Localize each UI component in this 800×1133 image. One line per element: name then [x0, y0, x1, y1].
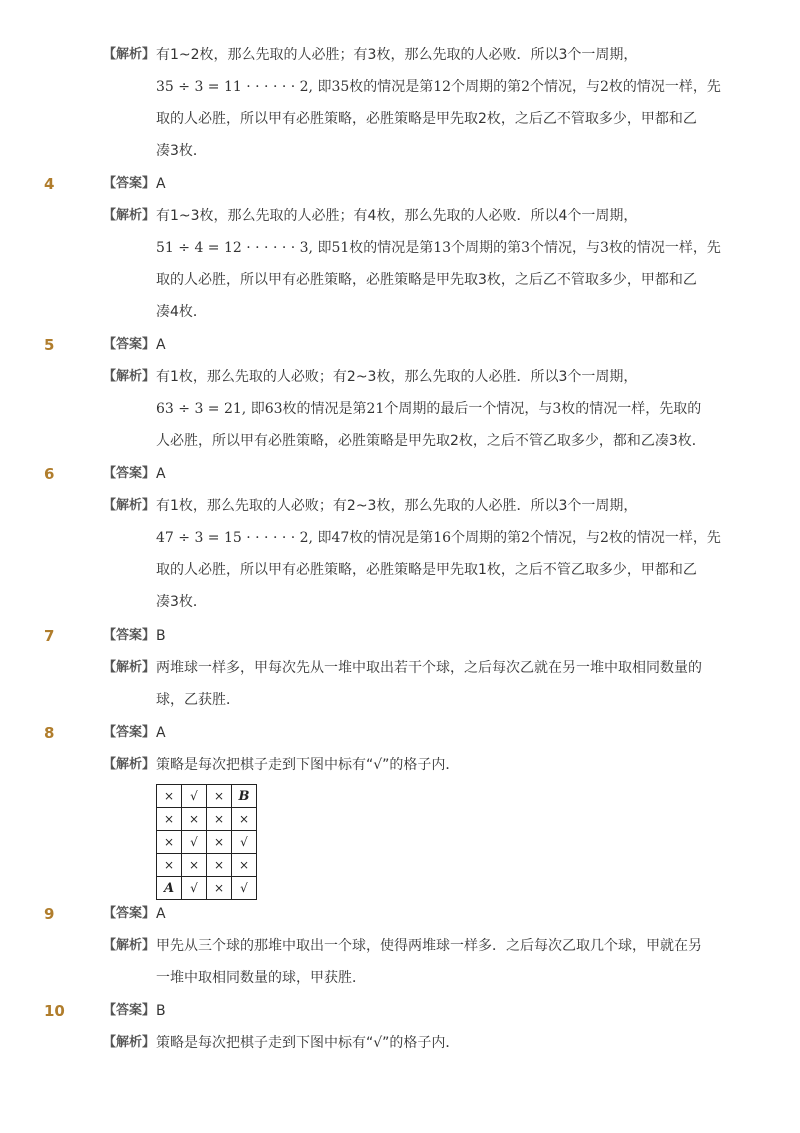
grid-cell: × — [157, 785, 182, 808]
explanation-line: 47 ÷ 3 = 15 · · · · · · 2, 即47枚的情况是第16个周期的第2个情况，与2枚的情况一样，先 — [156, 530, 721, 546]
question-number: 8 — [44, 724, 55, 742]
explanation-line: 球，乙获胜． — [156, 692, 240, 708]
answer-label: 【答案】 — [103, 906, 156, 921]
question-number: 10 — [44, 1002, 65, 1020]
grid-cell: A — [157, 877, 182, 900]
explanation-label: 【解析】 — [103, 757, 156, 772]
grid-row — [157, 831, 257, 854]
explanation-label: 【解析】 — [103, 1035, 156, 1050]
grid-cell: √ — [182, 831, 207, 854]
explanation-label: 【解析】 — [103, 498, 156, 513]
grid-cell: × — [232, 808, 257, 831]
grid-row — [157, 785, 257, 808]
explanation-label: 【解析】 — [103, 47, 156, 62]
grid-row — [157, 854, 257, 877]
explanation-line: 凑4枚． — [156, 304, 207, 320]
explanation-line: 两堆球一样多，甲每次先从一堆中取出若干个球，之后每次乙就在另一堆中取相同数量的 — [156, 660, 702, 676]
answer-value: B — [156, 1003, 166, 1019]
grid-cell: × — [157, 831, 182, 854]
explanation-line: 有1枚，那么先取的人必败；有2~3枚，那么先取的人必胜．所以3个一周期， — [156, 369, 638, 385]
grid-row — [157, 808, 257, 831]
grid-cell: × — [182, 854, 207, 877]
explanation-line: 63 ÷ 3 = 21, 即63枚的情况是第21个周期的最后一个情况，与3枚的情况一样，先取的 — [156, 401, 702, 417]
grid-cell: × — [207, 877, 232, 900]
explanation-label: 【解析】 — [103, 208, 156, 223]
grid-cell: × — [232, 854, 257, 877]
explanation-line: 有1~2枚，那么先取的人必胜；有3枚，那么先取的人必败．所以3个一周期， — [156, 47, 638, 63]
explanation-line: 策略是每次把棋子走到下图中标有“√”的格子内． — [156, 1035, 460, 1051]
explanation-line: 人必胜，所以甲有必胜策略，必胜策略是甲先取2枚，之后不管乙取多少，都和乙凑3枚． — [156, 433, 706, 449]
explanation-line: 凑3枚． — [156, 594, 207, 610]
grid-cell: √ — [182, 877, 207, 900]
answer-label: 【答案】 — [103, 1003, 156, 1018]
explanation-label: 【解析】 — [103, 660, 156, 675]
strategy-grid — [156, 784, 257, 900]
explanation-line: 35 ÷ 3 = 11 · · · · · · 2, 即35枚的情况是第12个周期的第2个情况，与2枚的情况一样，先 — [156, 79, 721, 95]
explanation-line: 有1枚，那么先取的人必败；有2~3枚，那么先取的人必胜．所以3个一周期， — [156, 498, 638, 514]
explanation-line: 一堆中取相同数量的球，甲获胜． — [156, 970, 366, 986]
answer-label: 【答案】 — [103, 176, 156, 191]
grid-cell: √ — [232, 831, 257, 854]
question-number: 5 — [44, 336, 55, 354]
explanation-line: 甲先从三个球的那堆中取出一个球，使得两堆球一样多．之后每次乙取几个球，甲就在另 — [156, 938, 702, 954]
question-number: 7 — [44, 627, 55, 645]
explanation-line: 凑3枚． — [156, 143, 207, 159]
explanation-line: 策略是每次把棋子走到下图中标有“√”的格子内． — [156, 757, 460, 773]
grid-row — [157, 877, 257, 900]
grid-cell: × — [182, 808, 207, 831]
explanation-line: 取的人必胜，所以甲有必胜策略，必胜策略是甲先取1枚，之后不管乙取多少，甲都和乙 — [156, 562, 697, 578]
grid-cell: × — [207, 808, 232, 831]
grid-cell: × — [157, 854, 182, 877]
explanation-line: 51 ÷ 4 = 12 · · · · · · 3, 即51枚的情况是第13个周期的第3个情况，与3枚的情况一样，先 — [156, 240, 721, 256]
question-number: 4 — [44, 175, 55, 193]
grid-cell: × — [207, 854, 232, 877]
answer-value: A — [156, 725, 166, 741]
grid-cell: × — [157, 808, 182, 831]
explanation-line: 有1~3枚，那么先取的人必胜；有4枚，那么先取的人必败．所以4个一周期， — [156, 208, 638, 224]
explanation-line: 取的人必胜，所以甲有必胜策略，必胜策略是甲先取2枚，之后乙不管取多少，甲都和乙 — [156, 111, 697, 127]
answer-label: 【答案】 — [103, 628, 156, 643]
answer-label: 【答案】 — [103, 466, 156, 481]
grid-cell: × — [207, 831, 232, 854]
grid-cell: B — [232, 785, 257, 808]
explanation-label: 【解析】 — [103, 938, 156, 953]
question-number: 9 — [44, 905, 55, 923]
answer-label: 【答案】 — [103, 725, 156, 740]
grid-cell: √ — [232, 877, 257, 900]
answer-value: A — [156, 337, 166, 353]
explanation-line: 取的人必胜，所以甲有必胜策略，必胜策略是甲先取3枚，之后乙不管取多少，甲都和乙 — [156, 272, 697, 288]
question-number: 6 — [44, 465, 55, 483]
grid-cell: × — [207, 785, 232, 808]
grid-cell: √ — [182, 785, 207, 808]
answer-label: 【答案】 — [103, 337, 156, 352]
explanation-label: 【解析】 — [103, 369, 156, 384]
answer-value: A — [156, 466, 166, 482]
answer-value: A — [156, 906, 166, 922]
answer-value: A — [156, 176, 166, 192]
answer-value: B — [156, 628, 166, 644]
